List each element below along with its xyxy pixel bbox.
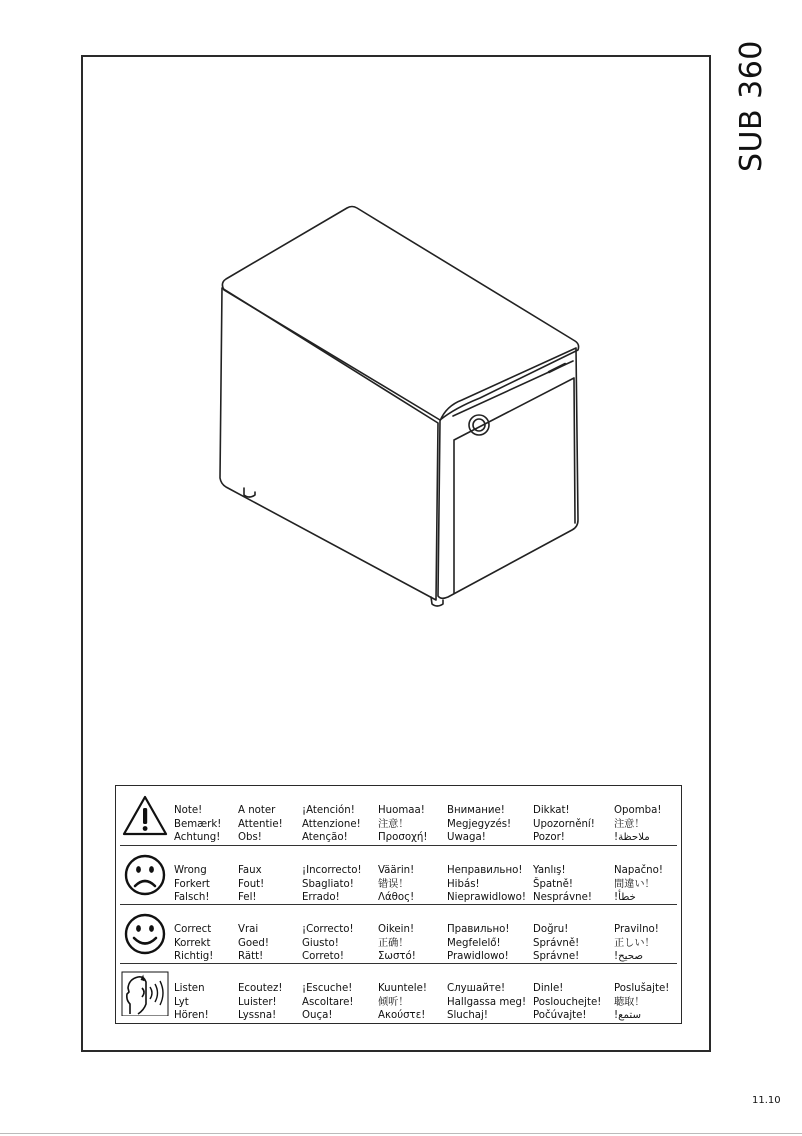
legend-cell: Vrai Goed! Rätt! — [238, 924, 269, 963]
legend-cell: Wrong Forkert Falsch! — [174, 865, 210, 904]
legend-cell: Неправильно! Hibás! Nieprawidlowo! — [447, 865, 526, 904]
legend-row-wrong — [116, 846, 681, 904]
legend-cell: Väärin! 错误！ Λάθος! — [378, 865, 415, 904]
listen-icon — [120, 970, 170, 1016]
legend-cell: ¡Escuche! Ascoltare! Ouça! — [302, 983, 354, 1022]
legend-cell: Dinle! Poslouchejte! Počúvajte! — [533, 983, 602, 1022]
legend-cell: A noter Attentie! Obs! — [238, 805, 283, 844]
revision-date: 11.10 — [752, 1095, 781, 1106]
warning-icon — [120, 792, 170, 838]
legend-cell: Pravilno! 正しい！ !صحيح — [614, 924, 659, 963]
legend-cell: Dikkat! Upozornění! Pozor! — [533, 805, 595, 844]
legend-cell: ¡Correcto! Giusto! Correto! — [302, 924, 354, 963]
legend-cell: Yanlış! Špatně! Nesprávne! — [533, 865, 592, 904]
model-title: SUB 360 — [734, 40, 769, 172]
legend-row-note — [116, 786, 681, 844]
legend-cell: Poslušajte! 聴取！ !ستمع — [614, 983, 670, 1022]
sad-face-icon — [120, 852, 170, 898]
subwoofer-illustration — [200, 190, 600, 620]
legend-cell: ¡Atención! Attenzione! Atenção! — [302, 805, 361, 844]
legend-cell: Kuuntele! 倾听！ Ακούστε! — [378, 983, 427, 1022]
legend-cell: ¡Incorrecto! Sbagliato! Errado! — [302, 865, 362, 904]
legend-cell: Ecoutez! Luister! Lyssna! — [238, 983, 283, 1022]
happy-face-icon — [120, 911, 170, 957]
legend-cell: Faux Fout! Fel! — [238, 865, 265, 904]
legend-cell: Opomba! 注意！ !ملاحظة — [614, 805, 662, 844]
legend-cell: Huomaa! 注意！ Προσοχή! — [378, 805, 428, 844]
legend-cell: Note! Bemærk! Achtung! — [174, 805, 222, 844]
legend-cell: Listen Lyt Hören! — [174, 983, 209, 1022]
legend-cell: Doğru! Správně! Správne! — [533, 924, 580, 963]
legend-cell: Oikein! 正确！ Σωστό! — [378, 924, 416, 963]
legend-row-listen — [116, 964, 681, 1022]
legend-cell: Правильно! Megfelelő! Prawidlowo! — [447, 924, 510, 963]
legend-row-correct — [116, 905, 681, 963]
legend-cell: Correct Korrekt Richtig! — [174, 924, 214, 963]
legend-cell: Внимание! Megjegyzés! Uwaga! — [447, 805, 512, 844]
symbol-legend — [115, 785, 682, 1024]
legend-cell: Napačno! 間違い！ !خطأ — [614, 865, 663, 904]
page-bottom-rule — [0, 1133, 802, 1134]
legend-cell: Слушайте! Hallgassa meg! Sluchaj! — [447, 983, 527, 1022]
